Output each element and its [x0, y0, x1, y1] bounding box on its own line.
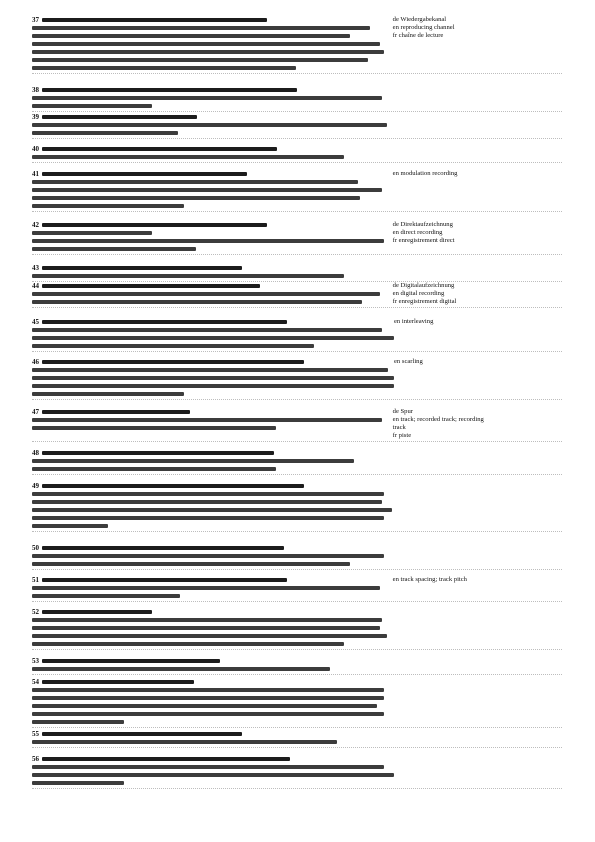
term-heading-text	[42, 320, 287, 324]
foreign-term: de Spur	[392, 408, 413, 415]
foreign-equivalents	[394, 358, 562, 366]
definition-line	[32, 632, 393, 640]
term-number: 50	[32, 544, 39, 552]
definition-text	[32, 418, 382, 421]
definition-line	[32, 40, 393, 48]
definition-line	[32, 366, 394, 374]
definition-text	[32, 96, 382, 99]
term-heading-text	[42, 88, 297, 92]
term-heading	[32, 282, 393, 290]
definition-text	[32, 50, 384, 53]
russian-column	[32, 145, 393, 161]
term-entry	[32, 449, 562, 473]
definition-text	[32, 740, 337, 743]
definition-text	[32, 300, 362, 303]
foreign-term: de Digitalaufzeichnung	[392, 282, 455, 289]
definition-text	[32, 618, 382, 621]
definition-line	[32, 498, 393, 506]
definition-text	[32, 508, 392, 511]
definition-text	[32, 66, 296, 69]
definition-text	[32, 500, 382, 503]
definition-line	[32, 592, 393, 600]
definition-text	[32, 204, 184, 207]
term-heading-text	[42, 451, 274, 455]
russian-column	[32, 482, 393, 530]
foreign-term: en scarling	[394, 358, 423, 365]
term-heading-text	[42, 578, 287, 582]
term-heading-text	[42, 732, 242, 736]
term-heading	[32, 358, 394, 366]
russian-column	[32, 657, 393, 673]
definition-text	[32, 188, 382, 191]
definition-text	[32, 392, 184, 395]
foreign-term: track	[392, 424, 406, 431]
definition-line	[32, 194, 393, 202]
term-heading	[32, 657, 393, 665]
term-entry	[32, 544, 562, 568]
term-entry	[32, 145, 562, 161]
definition-line	[32, 624, 393, 632]
term-heading	[32, 678, 393, 686]
foreign-term: fr enregistrement direct	[392, 237, 455, 244]
definition-text	[32, 196, 360, 199]
definition-text	[32, 344, 314, 347]
definition-line	[32, 506, 393, 514]
definition-line	[32, 686, 393, 694]
definition-text	[32, 688, 384, 691]
term-number: 40	[32, 145, 39, 153]
definition-line	[32, 272, 393, 280]
definition-line	[32, 178, 393, 186]
term-heading	[32, 608, 393, 616]
definition-line	[32, 24, 393, 32]
term-entry	[32, 576, 562, 600]
foreign-term: en direct recording	[392, 229, 443, 236]
russian-column	[32, 608, 393, 648]
definition-line	[32, 64, 393, 72]
term-number: 39	[32, 113, 39, 121]
foreign-term: fr piste	[392, 432, 412, 439]
term-heading	[32, 318, 394, 326]
foreign-term: en modulation recording	[392, 170, 458, 177]
definition-text	[32, 239, 384, 242]
definition-text	[32, 247, 196, 250]
definition-line	[32, 584, 393, 592]
definition-text	[32, 586, 380, 589]
term-heading	[32, 408, 393, 416]
definition-line	[32, 560, 393, 568]
foreign-equivalents	[393, 170, 562, 178]
term-number: 42	[32, 221, 39, 229]
term-number: 55	[32, 730, 39, 738]
term-heading	[32, 113, 393, 121]
definition-text	[32, 336, 394, 339]
term-entry	[32, 657, 562, 673]
term-entry	[32, 482, 562, 530]
term-entry	[32, 608, 562, 648]
russian-column	[32, 221, 393, 253]
definition-text	[32, 704, 377, 707]
term-number: 41	[32, 170, 39, 178]
definition-text	[32, 696, 384, 699]
russian-column	[32, 449, 393, 473]
definition-text	[32, 459, 354, 462]
term-heading-text	[42, 223, 267, 227]
definition-text	[32, 765, 384, 768]
foreign-term: en reproducing channel	[392, 24, 455, 31]
term-entry	[32, 113, 562, 137]
term-heading-text	[42, 266, 242, 270]
russian-column	[32, 16, 393, 72]
definition-text	[32, 426, 276, 429]
term-number: 53	[32, 657, 39, 665]
term-entry	[32, 678, 562, 726]
term-heading-text	[42, 147, 277, 151]
foreign-equivalents	[393, 221, 562, 245]
term-heading-text	[42, 284, 260, 288]
definition-text	[32, 231, 152, 234]
definition-line	[32, 382, 394, 390]
definition-line	[32, 56, 393, 64]
definition-line	[32, 490, 393, 498]
definition-line	[32, 298, 393, 306]
term-number: 52	[32, 608, 39, 616]
term-entry	[32, 170, 562, 210]
term-heading-text	[42, 115, 197, 119]
term-heading	[32, 544, 393, 552]
term-number: 38	[32, 86, 39, 94]
definition-line	[32, 522, 393, 530]
term-entry	[32, 730, 562, 746]
term-heading	[32, 86, 393, 94]
definition-line	[32, 290, 393, 298]
definition-line	[32, 457, 393, 465]
definition-text	[32, 131, 178, 134]
term-heading-text	[42, 484, 304, 488]
definition-line	[32, 48, 393, 56]
definition-text	[32, 524, 108, 527]
definition-line	[32, 129, 393, 137]
definition-text	[32, 328, 382, 331]
definition-text	[32, 180, 358, 183]
term-heading	[32, 221, 393, 229]
definition-line	[32, 237, 393, 245]
definition-text	[32, 667, 330, 670]
definition-line	[32, 738, 393, 746]
foreign-equivalents	[393, 408, 562, 440]
definition-text	[32, 467, 276, 470]
term-heading-text	[42, 610, 152, 614]
definition-text	[32, 368, 388, 371]
definition-line	[32, 640, 393, 648]
definition-line	[32, 771, 394, 779]
definition-text	[32, 384, 394, 387]
definition-line	[32, 710, 393, 718]
term-number: 54	[32, 678, 39, 686]
foreign-term: fr chaîne de lecture	[392, 32, 444, 39]
term-heading	[32, 576, 393, 584]
definition-line	[32, 342, 394, 350]
term-number: 48	[32, 449, 39, 457]
russian-column	[32, 282, 393, 306]
definition-line	[32, 121, 393, 129]
foreign-equivalents	[393, 282, 562, 306]
definition-text	[32, 562, 350, 565]
definition-text	[32, 58, 368, 61]
term-number: 43	[32, 264, 39, 272]
foreign-equivalents	[393, 576, 562, 584]
definition-line	[32, 186, 393, 194]
term-heading	[32, 755, 394, 763]
term-entry	[32, 282, 562, 306]
term-entry	[32, 16, 562, 72]
term-number: 47	[32, 408, 39, 416]
term-number: 37	[32, 16, 39, 24]
term-heading-text	[42, 680, 194, 684]
russian-column	[32, 264, 393, 280]
term-heading	[32, 145, 393, 153]
term-heading-text	[42, 546, 284, 550]
russian-column	[32, 113, 393, 137]
definition-text	[32, 26, 370, 29]
definition-text	[32, 554, 384, 557]
russian-column	[32, 576, 393, 600]
russian-column	[32, 358, 394, 398]
term-number: 51	[32, 576, 39, 584]
definition-line	[32, 718, 393, 726]
term-entry	[32, 408, 562, 440]
definition-text	[32, 104, 152, 107]
definition-text	[32, 492, 384, 495]
term-heading	[32, 730, 393, 738]
definition-text	[32, 712, 384, 715]
foreign-equivalents	[393, 16, 562, 40]
foreign-term: en digital recording	[392, 290, 445, 297]
russian-column	[32, 730, 393, 746]
foreign-term: de Direktaufzeichnung	[392, 221, 453, 228]
term-number: 46	[32, 358, 39, 366]
definition-text	[32, 642, 344, 645]
definition-line	[32, 465, 393, 473]
term-number: 56	[32, 755, 39, 763]
term-heading-text	[42, 18, 267, 22]
definition-line	[32, 32, 393, 40]
foreign-term: en track; recorded track; recording	[392, 416, 484, 423]
term-entry	[32, 358, 562, 398]
term-number: 45	[32, 318, 39, 326]
russian-column	[32, 318, 394, 350]
foreign-term: en interleaving	[394, 318, 434, 325]
term-heading	[32, 16, 393, 24]
definition-line	[32, 374, 394, 382]
definition-line	[32, 763, 394, 771]
definition-line	[32, 424, 393, 432]
term-entry	[32, 86, 562, 110]
russian-column	[32, 678, 393, 726]
definition-line	[32, 665, 393, 673]
definition-text	[32, 720, 124, 723]
foreign-term: en track spacing; track pitch	[392, 576, 467, 583]
definition-text	[32, 34, 350, 37]
definition-text	[32, 781, 124, 784]
definition-line	[32, 552, 393, 560]
definition-text	[32, 626, 380, 629]
term-entry	[32, 221, 562, 253]
term-heading	[32, 449, 393, 457]
definition-text	[32, 123, 387, 126]
definition-line	[32, 94, 393, 102]
russian-column	[32, 544, 393, 568]
definition-text	[32, 594, 180, 597]
definition-text	[32, 155, 344, 158]
term-heading-text	[42, 659, 220, 663]
russian-column	[32, 755, 394, 787]
term-heading-text	[42, 360, 304, 364]
definition-text	[32, 634, 387, 637]
russian-column	[32, 170, 393, 210]
definition-line	[32, 334, 394, 342]
definition-text	[32, 292, 380, 295]
russian-column	[32, 86, 393, 110]
term-number: 49	[32, 482, 39, 490]
definition-line	[32, 102, 393, 110]
definition-text	[32, 42, 380, 45]
russian-column	[32, 408, 393, 432]
foreign-term: de Wiedergabekanal	[392, 16, 447, 23]
term-heading	[32, 482, 393, 490]
foreign-term: fr enregistrement digital	[392, 298, 457, 305]
definition-line	[32, 694, 393, 702]
definition-line	[32, 202, 393, 210]
definition-line	[32, 326, 394, 334]
term-heading-text	[42, 757, 290, 761]
term-heading	[32, 264, 393, 272]
foreign-equivalents	[394, 318, 562, 326]
definition-line	[32, 616, 393, 624]
term-heading-text	[42, 410, 190, 414]
definition-line	[32, 702, 393, 710]
definition-line	[32, 514, 393, 522]
definition-line	[32, 390, 394, 398]
definition-text	[32, 516, 384, 519]
term-heading	[32, 170, 393, 178]
definition-text	[32, 376, 394, 379]
term-heading-text	[42, 172, 247, 176]
term-entry	[32, 264, 562, 280]
definition-text	[32, 773, 394, 776]
definition-line	[32, 229, 393, 237]
term-entry	[32, 755, 562, 787]
definition-text	[32, 274, 344, 277]
term-entry	[32, 318, 562, 350]
definition-line	[32, 245, 393, 253]
term-number: 44	[32, 282, 39, 290]
definition-line	[32, 153, 393, 161]
definition-line	[32, 779, 394, 787]
definition-line	[32, 416, 393, 424]
